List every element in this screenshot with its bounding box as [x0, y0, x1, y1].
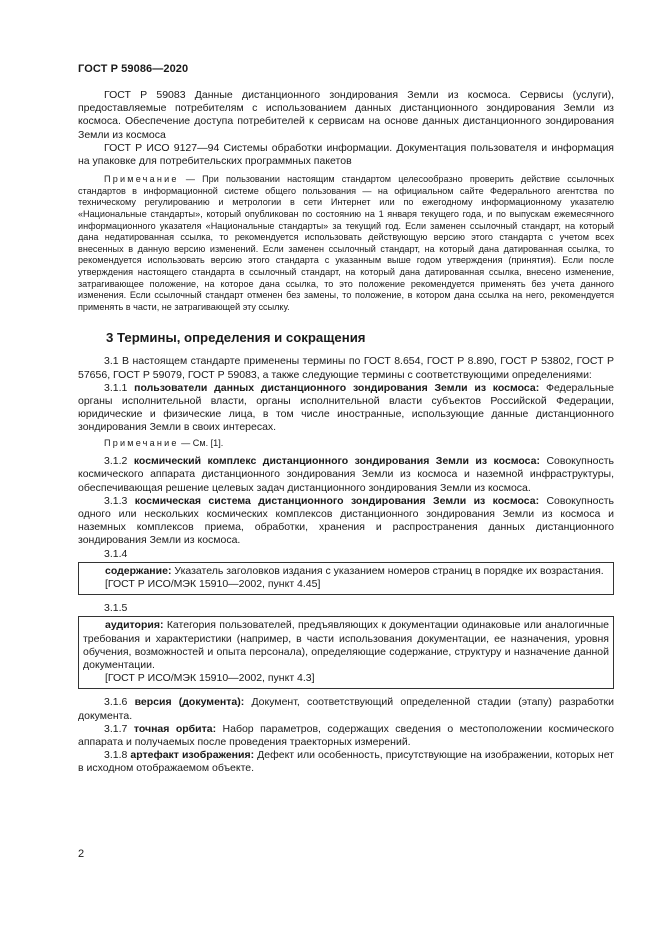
term-name: артефакт изображения: — [130, 749, 255, 762]
normative-reference: ГОСТ Р 59083 Данные дистанционного зондирования Земли из космоса. Сервисы (услуги), предоставляемые потребителям с использованием данных дистанционного зондирования Земли из космоса. Обеспечение доступа потребителей к сервисам на основе данных дистанционного зондирования Земли из космоса — [78, 89, 614, 141]
term-number: 3.1.1 — [104, 381, 128, 394]
note-label: Примечание — [104, 437, 179, 448]
note-text: — См. [1]. — [178, 437, 224, 448]
term-definition: Категория пользователей, предъявляющих к документации одинаковые или аналогичные требования и характеристики (например, в части использования документации, ее назначения, уровня обучения, возможностей и опыта персонала), определяющие содержание, структуру и назначение данной документации. — [83, 619, 609, 671]
normative-reference: ГОСТ Р ИСО 9127—94 Системы обработки информации. Документация пользователя и информация на упаковке для потребительских программных пакетов — [78, 141, 614, 168]
term-number: 3.1.5 — [104, 602, 128, 615]
term-number: 3.1.2 — [104, 455, 128, 468]
term-entry — [78, 382, 614, 435]
document-code-header: ГОСТ Р 59086—2020 — [78, 63, 189, 75]
term-number: 3.1.7 — [104, 722, 128, 735]
term-source-reference: [ГОСТ Р ИСО/МЭК 15910—2002, пункт 4.3] — [105, 672, 315, 685]
term-definition: Совокупность космического аппарата дистанционного зондирования Земли из космоса и наземной инфраструктуры, обеспечивающая решение целевых задач дистанционного зондирования Земли из космоса. — [78, 455, 614, 494]
term-definition: Указатель заголовков издания с указанием номеров страниц в порядке их возрастания. — [171, 564, 604, 577]
term-name: космический комплекс дистанционного зондирования Земли из космоса: — [133, 455, 540, 468]
section-title: 3 Термины, определения и сокращения — [106, 330, 366, 346]
page-number: 2 — [78, 848, 85, 860]
term-entry — [83, 619, 609, 672]
term-note — [78, 438, 614, 450]
term-name: космическая система дистанционного зондирования Земли из космоса: — [134, 494, 540, 507]
term-definition: Дефект или особенность, присутствующие на изображении, которых нет в исходном отображаемом объекте. — [78, 749, 614, 775]
term-number: 3.1.6 — [104, 696, 128, 709]
term-number: 3.1.4 — [104, 547, 128, 560]
reference-note — [78, 174, 614, 313]
term-definition: Совокупность одного или нескольких космических комплексов дистанционного зондирования Земли из космоса и наземных комплексов приема, обработки, хранения и распространения данных дистанционного зондирования Земли из космоса. — [78, 494, 614, 547]
term-number: 3.1.8 — [104, 749, 128, 762]
note-text: — При пользовании настоящим стандартом целесообразно проверить действие ссылочных стандартов в информационной системе общего пользования — на официальном сайте Федерального агентства по техническому регулированию и метрологии в сети Интернет или по ежегодному информационному указателю «Национальные стандарты», который опубликован по состоянию на 1 января текущего года, и по выпускам ежемесячного информационного указателя «Национальные стандарты» за текущий год. Если заменен ссылочный стандарт, на который дана недатированная ссылка, то рекомендуется использовать действующую версию этого стандарта с учетом всех внесенных в данную версию изменений. Если заменен ссылочный стандарт, на который дана датированная ссылка, то рекомендуется использовать версию этого стандарта с указанным выше годом утверждения (принятия). Если после утверждения настоящего стандарта в ссылочный стандарт, на который дана датированная ссылка, внесено изменение, затрагивающее положение, на которое дана ссылка, то это положение рекомендуется применять без учета данного изменения. Если ссылочный стандарт отменен без замены, то положение, в котором дана ссылка на него, рекомендуется применять в части, не затрагивающей эту ссылку. — [78, 174, 614, 312]
term-source-reference: [ГОСТ Р ИСО/МЭК 15910—2002, пункт 4.45] — [105, 577, 321, 590]
term-box — [78, 562, 614, 595]
term-entry — [83, 565, 609, 578]
term-name: версия (документа): — [134, 696, 245, 709]
term-definition: Набор параметров, содержащих сведения о местоположении космического аппарата и получаемых после проведения траекторных измерений. — [78, 722, 614, 749]
term-entry — [78, 749, 614, 775]
term-number: 3.1.3 — [104, 494, 128, 507]
terms-intro: 3.1 В настоящем стандарте применены термины по ГОСТ 8.654, ГОСТ Р 8.890, ГОСТ Р 53802, ГОСТ Р 57656, ГОСТ Р 59079, ГОСТ Р 59083, а также следующие термины с соответствующими определениями: — [78, 355, 614, 381]
term-entry — [78, 495, 614, 548]
term-entry — [78, 455, 614, 495]
term-name: аудитория: — [105, 619, 164, 632]
term-definition: Документ, соответствующий определенной стадии (этапу) разработки документа. — [78, 696, 614, 722]
term-name: содержание: — [105, 564, 172, 577]
term-name: точная орбита: — [133, 722, 217, 735]
term-entry — [78, 696, 614, 722]
term-definition: Федеральные органы исполнительной власти, органы исполнительной власти субъектов Российской Федерации, юридические и физические лица, в том числе иностранные, использующие данные дистанционного зондирования Земли в своих интересах. — [78, 381, 615, 434]
term-box — [78, 616, 614, 689]
term-name: пользователи данных дистанционного зондирования Земли из космоса: — [134, 381, 540, 394]
note-label: Примечание — [104, 174, 179, 185]
document-body — [78, 89, 614, 776]
term-entry — [78, 723, 614, 749]
